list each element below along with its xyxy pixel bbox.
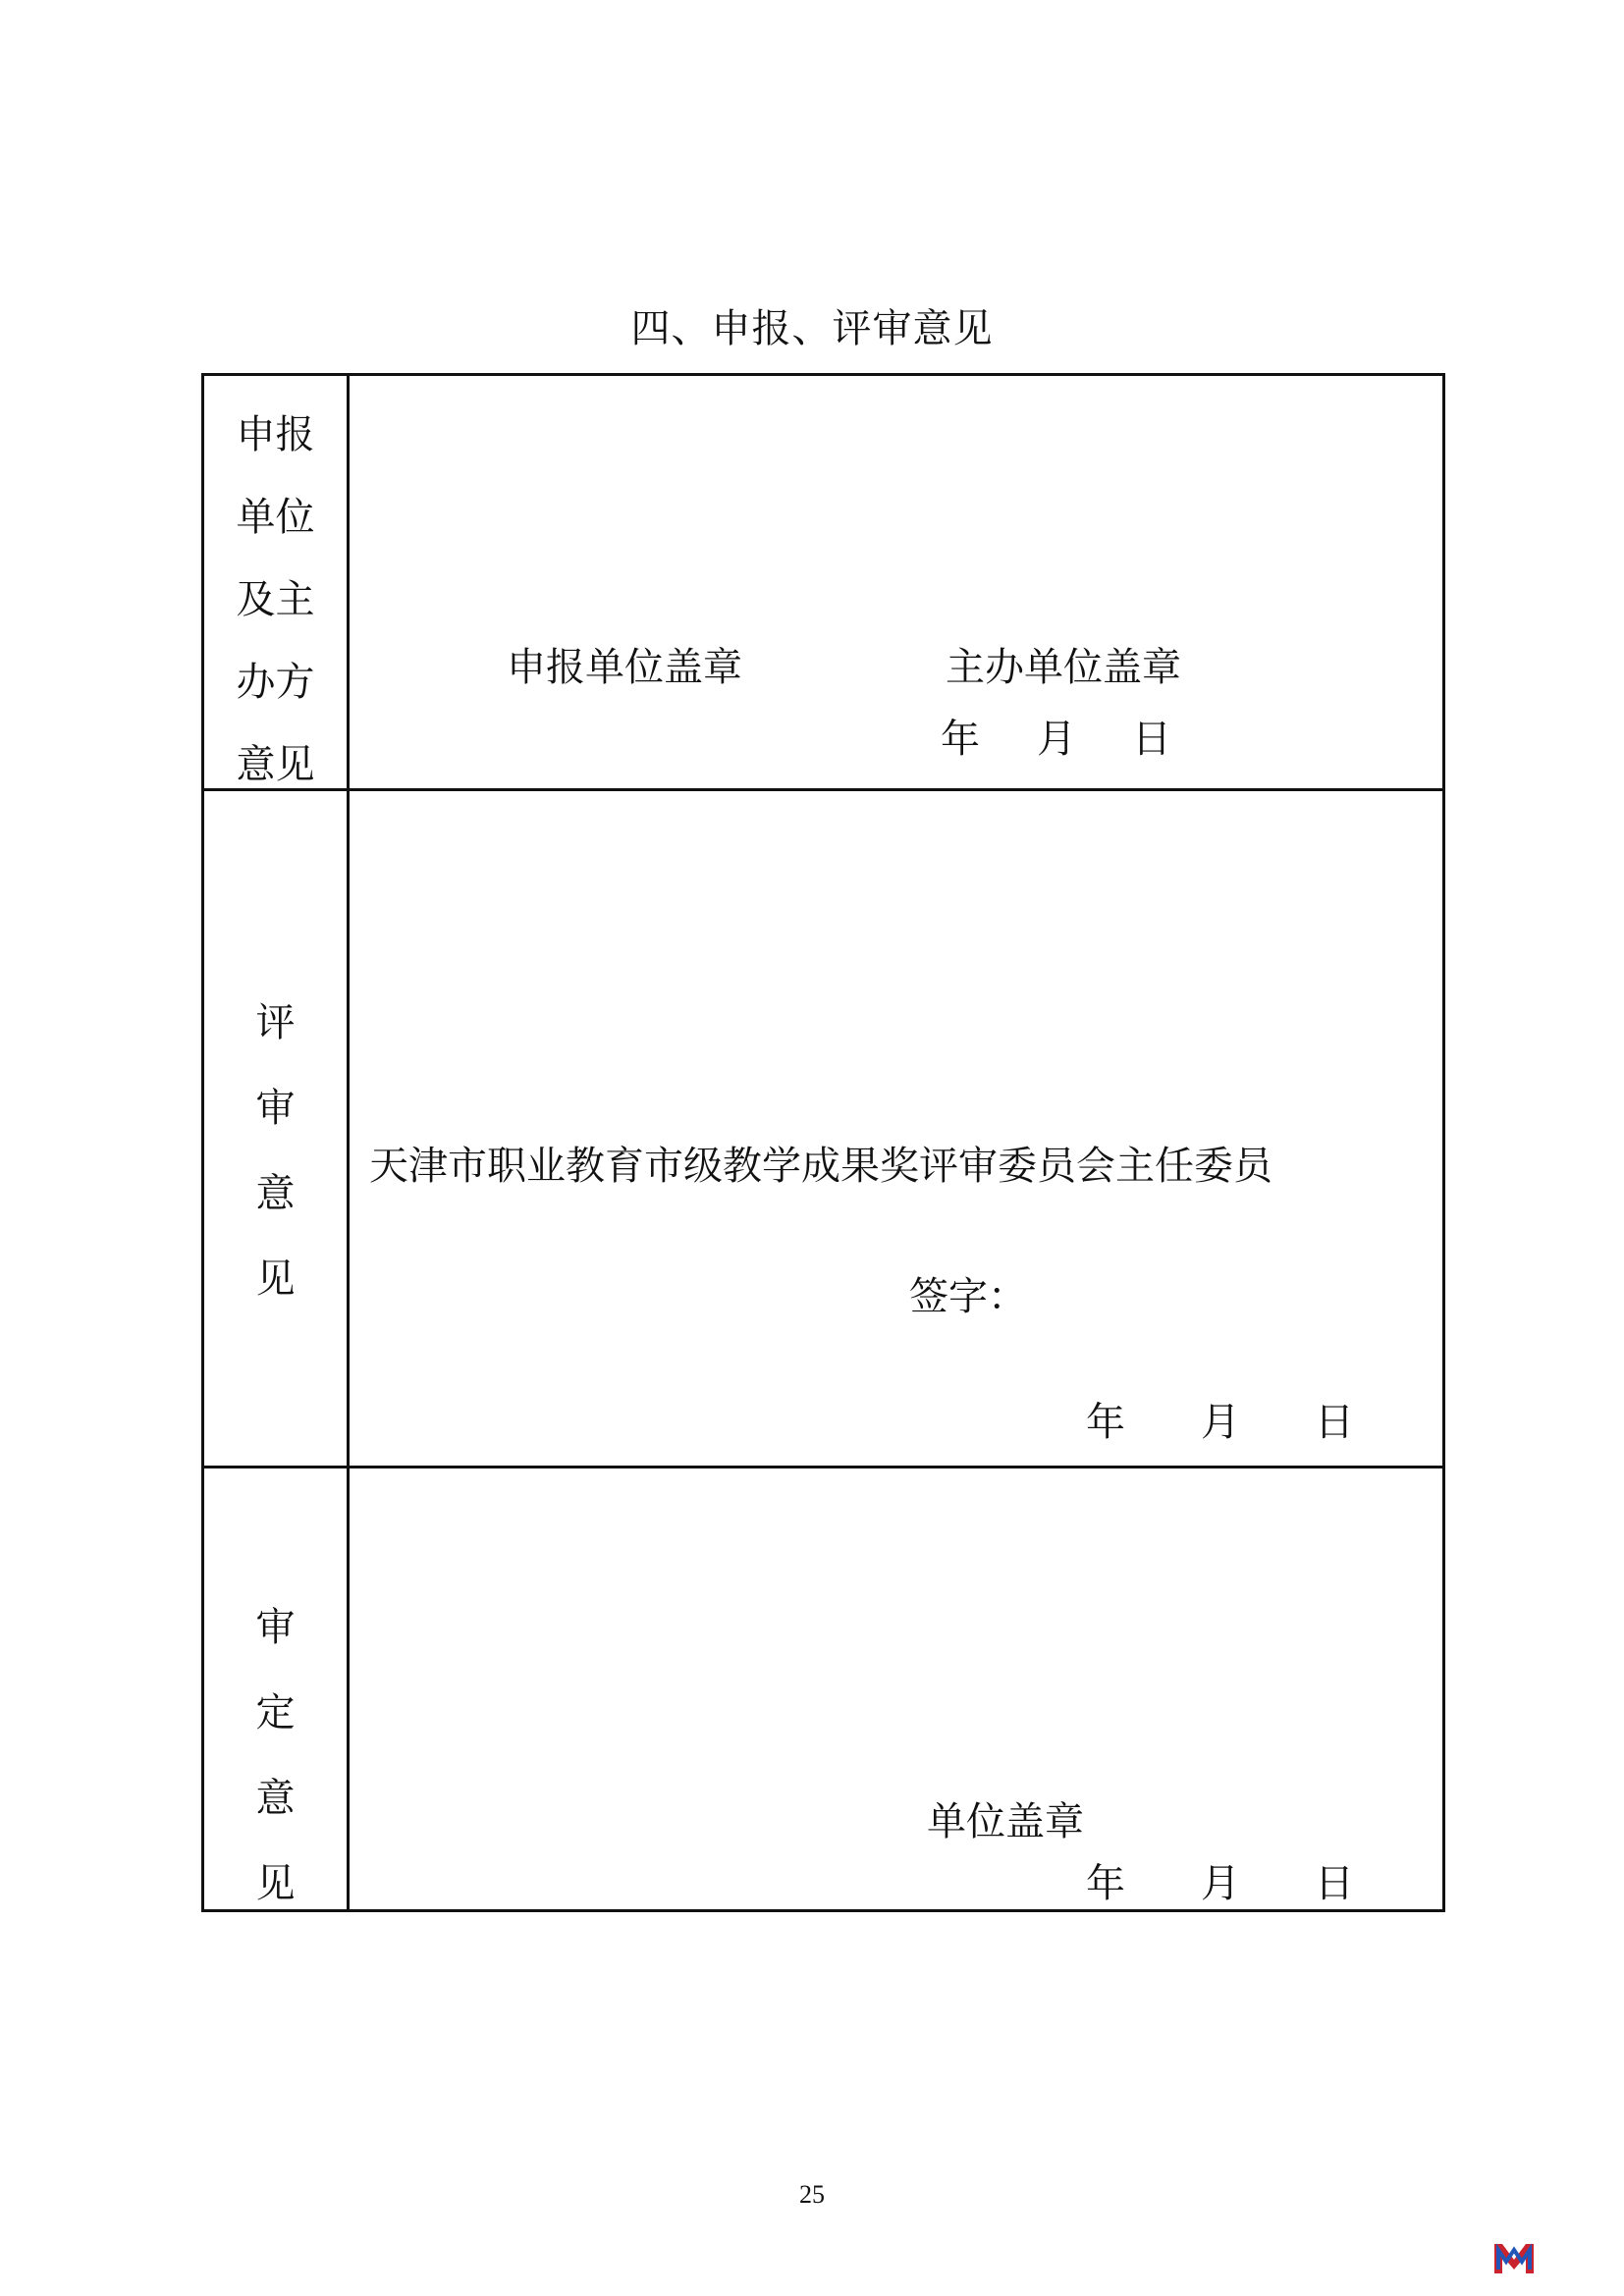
page-title: 四、申报、评审意见 [630, 306, 994, 351]
row-label-line: 审 [255, 1086, 296, 1131]
review-opinion-field[interactable] [350, 791, 1442, 1466]
review-opinion-row [204, 791, 1442, 1468]
approval-label-cell [204, 1468, 350, 1912]
date-month-label: 月 [1201, 1400, 1240, 1445]
row-label-line: 意见 [236, 742, 315, 787]
review-label-cell [204, 791, 350, 1466]
committee-chair-label: 天津市职业教育市级教学成果奖评审委员会主任委员 [369, 1144, 1272, 1189]
date-month-label: 月 [1037, 717, 1076, 762]
row-label-line: 审 [255, 1605, 296, 1650]
date-day-label: 日 [1315, 1861, 1354, 1906]
signature-label: 签字： [909, 1274, 1027, 1319]
row-label-line: 见 [255, 1256, 296, 1302]
date-year-label: 年 [1086, 1861, 1125, 1906]
row-label [204, 394, 347, 806]
date-day-label: 日 [1315, 1400, 1354, 1445]
row-label-line: 见 [255, 1861, 296, 1906]
date-year-label: 年 [1086, 1400, 1125, 1445]
row-label-line: 单位 [236, 495, 315, 540]
applicant-organizer-opinion-field[interactable] [350, 376, 1442, 788]
applicant-seal-label: 申报单位盖章 [507, 645, 742, 690]
row-label-line: 评 [255, 1000, 296, 1045]
corner-logo-icon [1492, 2240, 1536, 2275]
row-label-line: 意 [255, 1171, 296, 1216]
applicant-organizer-opinion-row [204, 376, 1442, 791]
date-day-label: 日 [1132, 717, 1171, 762]
applicant-organizer-label-cell [204, 376, 350, 788]
approval-opinion-field[interactable] [350, 1468, 1442, 1912]
review-opinion-table [201, 373, 1445, 1912]
row-label [204, 981, 347, 1322]
organizer-seal-label: 主办单位盖章 [946, 645, 1181, 690]
date-month-label: 月 [1201, 1861, 1240, 1906]
row-label-line: 定 [255, 1690, 296, 1735]
date-year-label: 年 [941, 717, 980, 762]
row-label-line: 及主 [236, 577, 315, 622]
row-label-line: 办方 [236, 660, 315, 705]
unit-seal-label: 单位盖章 [927, 1799, 1084, 1844]
row-label-line: 申报 [236, 412, 315, 457]
page-number: 25 [799, 2180, 825, 2209]
approval-opinion-row [204, 1468, 1442, 1912]
row-label [204, 1585, 347, 1927]
row-label-line: 意 [255, 1776, 296, 1821]
